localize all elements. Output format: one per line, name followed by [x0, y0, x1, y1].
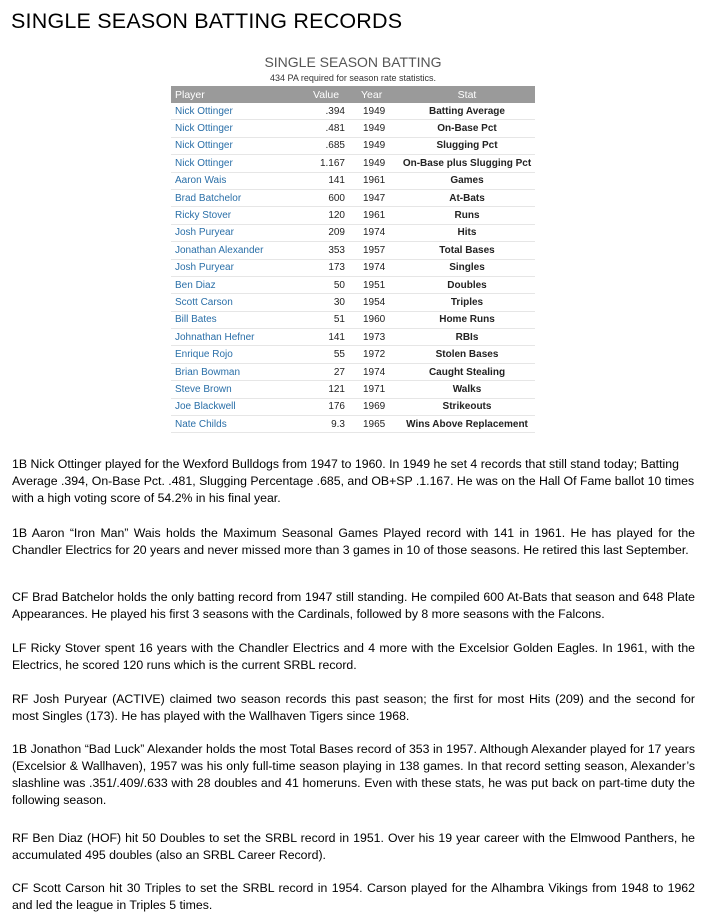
record-value: 9.3 [311, 416, 357, 433]
record-value: 600 [311, 189, 357, 206]
table-row [171, 120, 535, 137]
player-link[interactable]: Scott Carson [171, 294, 311, 311]
column-header-player: Player [171, 86, 311, 103]
player-link[interactable]: Enrique Rojo [171, 346, 311, 363]
player-link[interactable]: Nick Ottinger [171, 120, 311, 137]
record-value: 50 [311, 276, 357, 293]
record-value: .481 [311, 120, 357, 137]
record-value: 353 [311, 242, 357, 259]
table-row [171, 103, 535, 120]
record-stat: On-Base Pct [399, 120, 535, 137]
record-year: 1961 [357, 207, 399, 224]
record-stat: Stolen Bases [399, 346, 535, 363]
paragraph-wais: 1B Aaron “Iron Man” Wais holds the Maximum Seasonal Games Played record with 141 in 1961. He has played for the Chandler Electrics for 20 years and never missed more than 3 games in 10 of those seasons. He retired this last September. [12, 526, 695, 557]
column-header-stat: Stat [399, 86, 535, 103]
record-stat: Walks [399, 381, 535, 398]
record-value: 120 [311, 207, 357, 224]
player-link[interactable]: Ricky Stover [171, 207, 311, 224]
record-value: 27 [311, 363, 357, 380]
record-year: 1949 [357, 103, 399, 120]
table-subcaption: 434 PA required for season rate statistics. [270, 73, 436, 83]
paragraph-puryear: RF Josh Puryear (ACTIVE) claimed two season records this past season; the first for most Hits (209) and the second for most Singles (173). He has played with the Wallhaven Tigers since 1968. [12, 692, 695, 723]
player-link[interactable]: Johnathan Hefner [171, 329, 311, 346]
table-caption: SINGLE SEASON BATTING [264, 54, 442, 70]
record-stat: Caught Stealing [399, 363, 535, 380]
record-stat: Wins Above Replacement [399, 416, 535, 433]
record-value: 209 [311, 224, 357, 241]
record-year: 1957 [357, 242, 399, 259]
player-link[interactable]: Nick Ottinger [171, 155, 311, 172]
record-stat: On-Base plus Slugging Pct [399, 155, 535, 172]
page-title: SINGLE SEASON BATTING RECORDS [11, 9, 403, 33]
record-value: 51 [311, 311, 357, 328]
record-value: 30 [311, 294, 357, 311]
record-value: 141 [311, 172, 357, 189]
record-year: 1971 [357, 381, 399, 398]
paragraph-ottinger: 1B Nick Ottinger played for the Wexford Bulldogs from 1947 to 1960. In 1949 he set 4 records that still stand today; Batting Average .394, On-Base Pct. .481, Slugging Percentage .685, and OB+SP .1.167. He was on the Hall Of Fame ballot 10 times with a high voting score of 54.2% in his final year. [12, 457, 695, 505]
player-link[interactable]: Nick Ottinger [171, 137, 311, 154]
table-row [171, 276, 535, 293]
record-value: 176 [311, 398, 357, 415]
table-row [171, 416, 535, 433]
record-year: 1961 [357, 172, 399, 189]
record-stat: Runs [399, 207, 535, 224]
record-stat: Singles [399, 259, 535, 276]
record-stat: Doubles [399, 276, 535, 293]
table-row [171, 155, 535, 172]
records-table [171, 86, 535, 433]
record-year: 1965 [357, 416, 399, 433]
table-row [171, 224, 535, 241]
record-stat: RBIs [399, 329, 535, 346]
record-value: .685 [311, 137, 357, 154]
table-row [171, 242, 535, 259]
player-link[interactable]: Aaron Wais [171, 172, 311, 189]
table-body [171, 103, 535, 433]
record-year: 1949 [357, 155, 399, 172]
record-year: 1951 [357, 276, 399, 293]
record-value: 55 [311, 346, 357, 363]
paragraph-alexander: 1B Jonathon “Bad Luck” Alexander holds the most Total Bases record of 353 in 1957. Although Alexander played for 17 years (Excelsior & Wallhaven), 1957 was his only full-time season playing in 138 games. In that record setting season, Alexander’s slashline was .351/.409/.633 with 28 doubles and 41 homeruns. Even with these stats, he was put back on part-time duty the following season. [12, 742, 695, 807]
record-stat: Hits [399, 224, 535, 241]
record-year: 1969 [357, 398, 399, 415]
record-year: 1974 [357, 259, 399, 276]
record-year: 1947 [357, 189, 399, 206]
player-link[interactable]: Brian Bowman [171, 363, 311, 380]
record-stat: Strikeouts [399, 398, 535, 415]
paragraph-carson: CF Scott Carson hit 30 Triples to set the SRBL record in 1954. Carson played for the Alhambra Vikings from 1948 to 1962 and led the league in Triples 5 times. [12, 881, 695, 912]
player-link[interactable]: Joe Blackwell [171, 398, 311, 415]
record-stat: Home Runs [399, 311, 535, 328]
record-stat: Games [399, 172, 535, 189]
record-stat: Batting Average [399, 103, 535, 120]
record-stat: At-Bats [399, 189, 535, 206]
record-year: 1973 [357, 329, 399, 346]
record-year: 1954 [357, 294, 399, 311]
paragraph-diaz: RF Ben Diaz (HOF) hit 50 Doubles to set the SRBL record in 1951. Over his 19 year career with the Elmwood Panthers, he accumulated 495 doubles (also an SRBL Career Record). [12, 831, 695, 862]
table-row [171, 137, 535, 154]
record-year: 1974 [357, 224, 399, 241]
table-row [171, 363, 535, 380]
player-link[interactable]: Josh Puryear [171, 259, 311, 276]
table-row [171, 259, 535, 276]
column-header-year: Year [357, 86, 399, 103]
record-year: 1960 [357, 311, 399, 328]
record-value: 1.167 [311, 155, 357, 172]
record-stat: Slugging Pct [399, 137, 535, 154]
record-value: .394 [311, 103, 357, 120]
record-year: 1949 [357, 120, 399, 137]
player-link[interactable]: Jonathan Alexander [171, 242, 311, 259]
record-stat: Total Bases [399, 242, 535, 259]
player-link[interactable]: Nick Ottinger [171, 103, 311, 120]
player-link[interactable]: Josh Puryear [171, 224, 311, 241]
record-year: 1974 [357, 363, 399, 380]
table-row [171, 381, 535, 398]
table-row [171, 189, 535, 206]
table-row [171, 398, 535, 415]
table-row [171, 172, 535, 189]
record-value: 141 [311, 329, 357, 346]
player-link[interactable]: Brad Batchelor [171, 189, 311, 206]
table-row [171, 207, 535, 224]
player-link[interactable]: Bill Bates [171, 311, 311, 328]
record-year: 1972 [357, 346, 399, 363]
paragraph-batchelor: CF Brad Batchelor holds the only batting record from 1947 still standing. He compiled 600 At-Bats that season and 648 Plate Appearances. He played his first 3 seasons with the Cardinals, followed by 8 more seasons with the Falcons. [12, 590, 695, 621]
record-value: 121 [311, 381, 357, 398]
player-link[interactable]: Ben Diaz [171, 276, 311, 293]
table-row [171, 329, 535, 346]
table-row [171, 311, 535, 328]
record-value: 173 [311, 259, 357, 276]
record-stat: Triples [399, 294, 535, 311]
record-year: 1949 [357, 137, 399, 154]
paragraph-stover: LF Ricky Stover spent 16 years with the Chandler Electrics and 4 more with the Excelsior Golden Eagles. In 1961, with the Electrics, he scored 120 runs which is the current SRBL record. [12, 641, 695, 672]
player-link[interactable]: Steve Brown [171, 381, 311, 398]
player-link[interactable]: Nate Childs [171, 416, 311, 433]
column-header-value: Value [311, 86, 357, 103]
table-header-row [171, 86, 535, 103]
table-row [171, 346, 535, 363]
table-row [171, 294, 535, 311]
